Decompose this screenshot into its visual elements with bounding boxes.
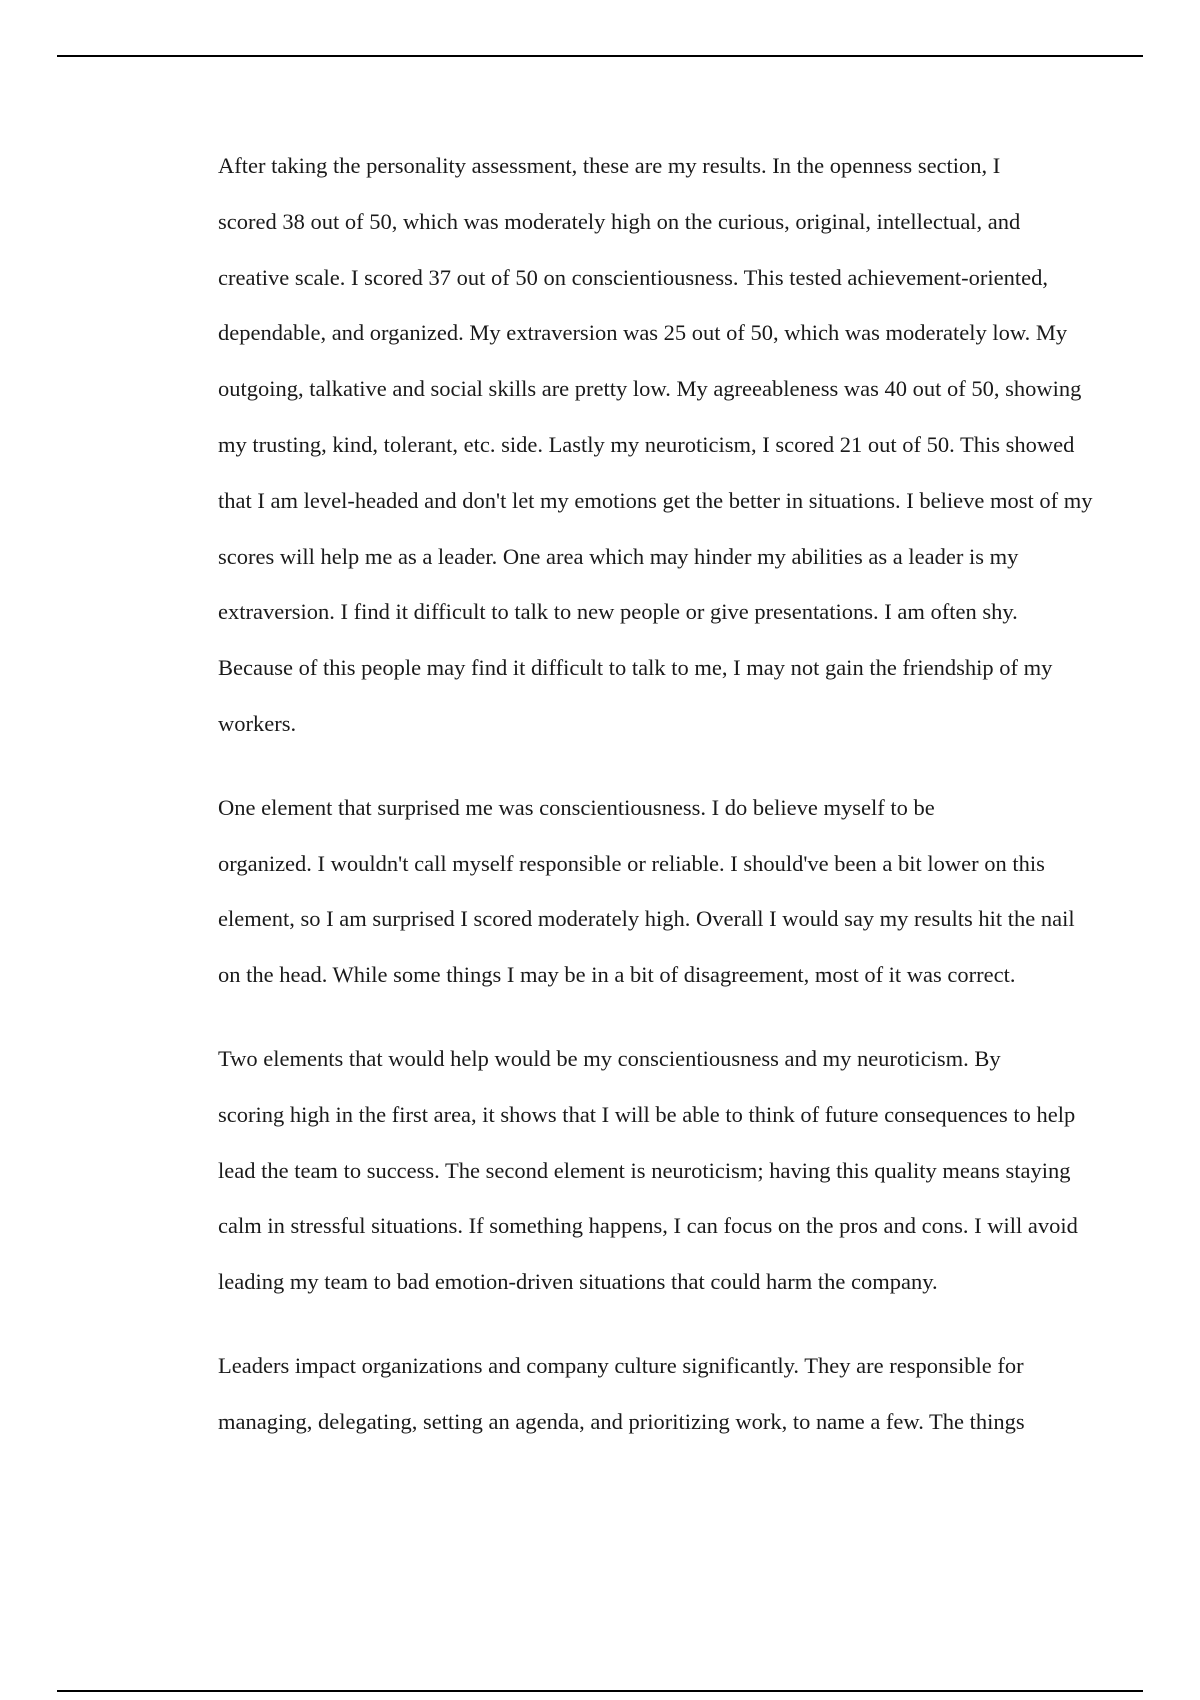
text-line: After taking the personality assessment, these are my results. In the openness section, I — [218, 153, 1001, 178]
text-line: Two elements that would help would be my conscientiousness and my neuroticism. By — [218, 1045, 1001, 1071]
text-line: scores will help me as a leader. One area which may hinder my abilities as a leader is my — [218, 543, 1019, 569]
footer-rule — [57, 1690, 1143, 1692]
document-body — [145, 138, 1100, 1450]
paragraph-4 — [145, 1338, 1100, 1450]
paragraph-1 — [145, 138, 1100, 752]
text-line: organized. I wouldn't call myself responsible or reliable. I should've been a bit lower on this — [218, 850, 1045, 876]
text-line: Because of this people may find it difficult to talk to me, I may not gain the friendship of my — [218, 655, 1053, 681]
text-line: on the head. While some things I may be in a bit of disagreement, most of it was correct. — [218, 962, 1016, 988]
text-line: scoring high in the first area, it shows that I will be able to think of future consequences to help — [218, 1101, 1076, 1127]
text-line: that I am level-headed and don't let my emotions get the better in situations. I believe most of my — [218, 487, 1093, 513]
text-line: workers. — [218, 710, 297, 736]
text-line: element, so I am surprised I scored moderately high. Overall I would say my results hit the nail — [218, 906, 1075, 932]
text-line: Leaders impact organizations and company culture significantly. They are responsible for — [218, 1352, 1024, 1378]
text-line: One element that surprised me was conscientiousness. I do believe myself to be — [218, 794, 935, 820]
text-line: calm in stressful situations. If something happens, I can focus on the pros and cons. I will avoid — [218, 1213, 1078, 1239]
text-line: extraversion. I find it difficult to talk to new people or give presentations. I am often shy. — [218, 599, 1018, 625]
text-line: dependable, and organized. My extraversion was 25 out of 50, which was moderately low. My — [218, 320, 1068, 346]
text-line: lead the team to success. The second element is neuroticism; having this quality means staying — [218, 1157, 1071, 1183]
text-line: my trusting, kind, tolerant, etc. side. Lastly my neuroticism, I scored 21 out of 50. This showed — [218, 431, 1075, 457]
text-line: creative scale. I scored 37 out of 50 on conscientiousness. This tested achievement-oriented, — [218, 264, 1048, 290]
text-line: leading my team to bad emotion-driven situations that could harm the company. — [218, 1269, 938, 1295]
text-line: scored 38 out of 50, which was moderately high on the curious, original, intellectual, and — [218, 208, 1021, 234]
text-line: managing, delegating, setting an agenda, and prioritizing work, to name a few. The things — [218, 1408, 1025, 1434]
header-rule — [57, 55, 1143, 57]
paragraph-3 — [145, 1031, 1100, 1310]
paragraph-2 — [145, 780, 1100, 1003]
text-line: outgoing, talkative and social skills are pretty low. My agreeableness was 40 out of 50, showing — [218, 376, 1082, 402]
